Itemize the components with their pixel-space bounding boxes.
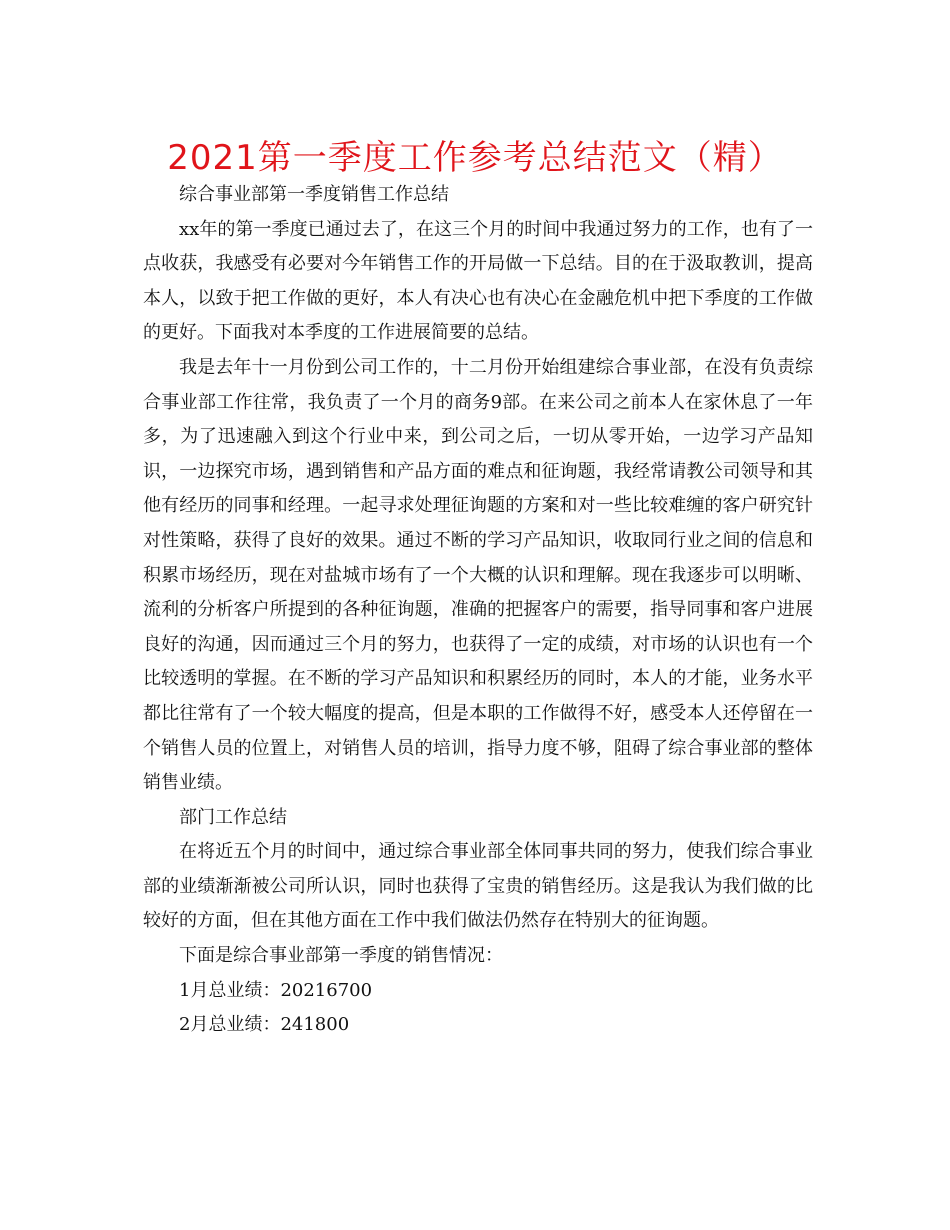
section-heading-department-summary: 部门工作总结 (179, 806, 287, 828)
paragraph-department-work: 在将近五个月的时间中，通过综合事业部全体同事共同的努力，使我们综合事业部的业绩渐渐被公司所认识，同时也获得了宝贵的销售经历。这是我认为我们做的比较好的方面，但在其他方面在工作中我们做法仍然存在特别大的征询题。 (143, 841, 813, 932)
document-title: 2021第一季度工作参考总结范文（精） (167, 138, 783, 178)
section-heading-sales-summary: 综合事业部第一季度销售工作总结 (179, 184, 449, 205)
sales-figure-january: 1月总业绩：20216700 (179, 979, 373, 1001)
paragraph-sales-intro: 下面是综合事业部第一季度的销售情况： (179, 945, 503, 967)
paragraph-intro: xx年的第一季度已通过去了，在这三个月的时间中我通过努力的工作，也有了一点收获，我感受有必要对今年销售工作的开局做一下总结。目的在于汲取教训，提高本人，以致于把工作做的更好，本人有决心也有决心在金融危机中把下季度的工作做的更好。下面我对本季度的工作进展简要的总结。 (143, 218, 813, 344)
paragraph-personal-experience: 我是去年十一月份到公司工作的，十二月份开始组建综合事业部，在没有负责综合事业部工作往常，我负责了一个月的商务9部。在来公司之前本人在家休息了一年多，为了迅速融入到这个行业中来，到公司之后，一切从零开始，一边学习产品知识，一边探究市场，遇到销售和产品方面的难点和征询题，我经常请教公司领导和其他有经历的同事和经理。一起寻求处理征询题的方案和对一些比较难缠的客户研究针对性策略，获得了良好的效果。通过不断的学习产品知识，收取同行业之间的信息和积累市场经历，现在对盐城市场有了一个大概的认识和理解。现在我逐步可以明晰、流利的分析客户所提到的各种征询题，准确的把握客户的需要，指导同事和客户进展良好的沟通，因而通过三个月的努力，也获得了一定的成绩，对市场的认识也有一个比较透明的掌握。在不断的学习产品知识和积累经历的同时，本人的才能，业务水平都比往常有了一个较大幅度的提高，但是本职的工作做得不好，感受本人还停留在一个销售人员的位置上，对销售人员的培训，指导力度不够，阻碍了综合事业部的整体销售业绩。 (143, 356, 813, 794)
document-body (143, 178, 813, 1043)
sales-figure-february: 2月总业绩：241800 (179, 1014, 350, 1036)
